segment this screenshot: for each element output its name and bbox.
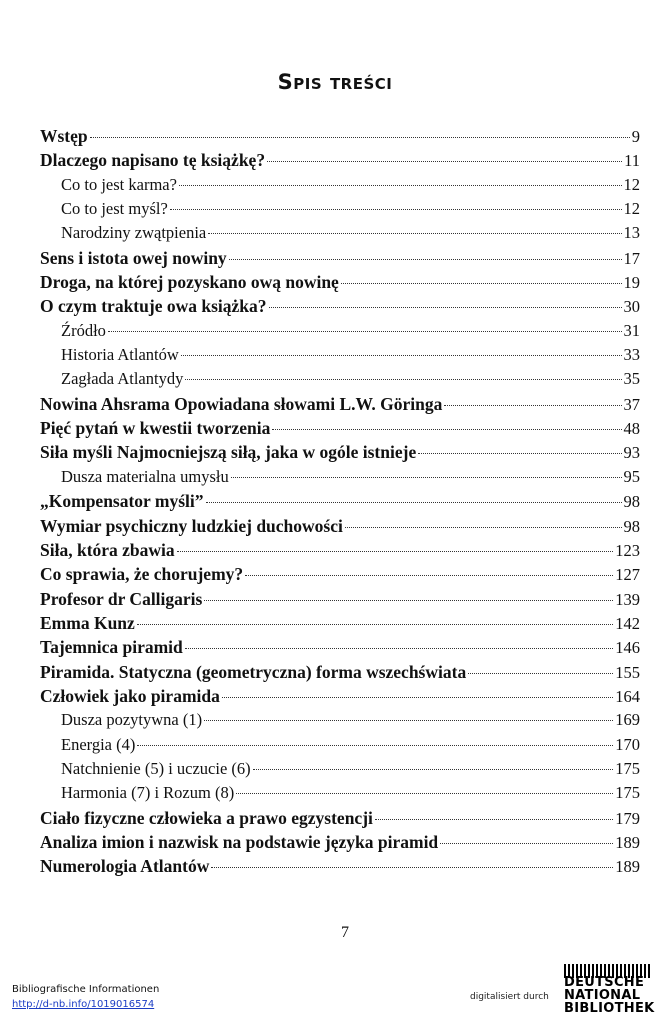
toc-entry-title: Sens i istota owej nowiny: [40, 247, 227, 268]
toc-entry-page: 30: [623, 297, 640, 317]
toc-entry-page: 93: [623, 443, 640, 463]
toc-entry-title: Natchnienie (5) i uczucie (6): [61, 758, 251, 778]
dnb-logo: [560, 964, 660, 1020]
digitized-by-label: digitalisiert durch: [470, 992, 549, 1002]
dot-leader: [468, 673, 613, 674]
dot-leader: [253, 769, 614, 770]
dot-leader: [204, 600, 613, 601]
toc-entry-page: 170: [615, 734, 640, 754]
dot-leader: [206, 502, 622, 503]
toc-entry-title: Historia Atlantów: [61, 345, 179, 365]
toc-entry-title: Numerologia Atlantów: [40, 856, 210, 877]
toc-entry-title: Człowiek jako piramida: [40, 685, 220, 706]
dot-leader: [272, 429, 621, 430]
toc-entry-page: 164: [615, 686, 640, 706]
dot-leader: [179, 185, 622, 186]
toc-entry-title: Wymiar psychiczny ludzkiej duchowości: [40, 515, 343, 536]
toc-entry-title: Dusza pozytywna (1): [61, 710, 203, 730]
dot-leader: [211, 867, 613, 868]
page-number: 7: [341, 924, 349, 941]
toc-entry-page: 9: [631, 127, 640, 146]
toc-entry-title: Ciało fizyczne człowieka a prawo egzystencji: [40, 807, 373, 828]
toc-entry[interactable]: [40, 270, 640, 294]
dot-leader: [208, 233, 621, 234]
toc-entry-page: 142: [615, 613, 640, 633]
toc-entry[interactable]: [40, 367, 640, 391]
toc-entry-page: 175: [615, 758, 640, 778]
toc-entry[interactable]: [40, 830, 640, 854]
dot-leader: [108, 331, 622, 332]
toc-entry-page: 11: [624, 151, 640, 171]
page-title: Spis treści: [277, 70, 393, 94]
toc-entry[interactable]: [40, 465, 640, 489]
toc-entry[interactable]: [40, 514, 640, 538]
toc-entry-title: Zagłada Atlantydy: [61, 369, 184, 389]
toc-entry-page: 179: [615, 808, 640, 828]
dnb-logo-line: BIBLIOTHEK: [564, 1001, 655, 1016]
toc-entry-page: 146: [615, 638, 640, 658]
dot-leader: [229, 259, 622, 260]
toc-entry-title: Piramida. Statyczna (geometryczna) forma wszechświata: [40, 661, 467, 682]
toc-entry-title: O czym traktuje owa książka?: [40, 296, 267, 317]
toc-entry-title: Nowina Ahsrama Opowiadana słowami L.W. Göringa: [40, 393, 443, 414]
toc-entry[interactable]: [40, 684, 640, 708]
toc-entry[interactable]: [40, 440, 640, 464]
toc-entry-title: Źródło: [61, 320, 106, 340]
toc-entry-page: 37: [623, 394, 640, 414]
dot-leader: [137, 745, 613, 746]
dot-leader: [341, 283, 622, 284]
dot-leader: [418, 453, 621, 454]
dot-leader: [170, 209, 622, 210]
dot-leader: [267, 161, 622, 162]
toc-entry-page: 17: [623, 248, 640, 268]
dot-leader: [185, 379, 621, 380]
dnb-logo-text: [564, 976, 655, 1015]
toc-entry-page: 155: [615, 662, 640, 682]
dot-leader: [269, 307, 622, 308]
dot-leader: [185, 648, 613, 649]
toc-entry-title: „Kompensator myśli”: [40, 491, 204, 512]
toc-entry-title: Siła myśli Najmocniejszą siłą, jaka w ogóle istnieje: [40, 442, 417, 463]
toc-entry-page: 127: [615, 565, 640, 585]
toc-entry[interactable]: [40, 562, 640, 586]
toc-entry[interactable]: [40, 221, 640, 245]
dot-leader: [375, 819, 613, 820]
toc-entry[interactable]: [40, 806, 640, 830]
toc-entry-page: 19: [623, 273, 640, 293]
toc-entry[interactable]: [40, 635, 640, 659]
toc-entry-page: 12: [623, 199, 640, 219]
toc-entry[interactable]: [40, 611, 640, 635]
toc-entry-title: Siła, która zbawia: [40, 539, 175, 560]
toc-entry[interactable]: [40, 343, 640, 367]
bib-link[interactable]: http://d-nb.info/1019016574: [12, 999, 155, 1010]
toc-entry-title: Energia (4): [61, 734, 136, 754]
toc-entry-title: Dusza materialna umysłu: [61, 466, 229, 486]
toc-entry-page: 123: [615, 540, 640, 560]
dot-leader: [181, 355, 622, 356]
toc-entry[interactable]: [40, 246, 640, 270]
toc-entry-page: 169: [615, 710, 640, 730]
toc-entry[interactable]: [40, 733, 640, 757]
toc-entry-title: Tajemnica piramid: [40, 637, 183, 658]
toc-entry-page: 35: [623, 369, 640, 389]
toc-entry[interactable]: [40, 124, 640, 148]
toc-entry[interactable]: [40, 538, 640, 562]
toc-entry-page: 13: [623, 223, 640, 243]
toc-entry[interactable]: [40, 197, 640, 221]
dot-leader: [177, 551, 614, 552]
dot-leader: [440, 843, 613, 844]
dnb-logo-line: DEUTSCHE: [564, 975, 645, 990]
toc-entry-page: 95: [623, 466, 640, 486]
toc-entry-title: Co sprawia, że chorujemy?: [40, 564, 244, 585]
toc-entry-title: Dlaczego napisano tę książkę?: [40, 150, 266, 171]
dot-leader: [444, 405, 621, 406]
toc-entry-page: 98: [623, 516, 640, 536]
toc-entry[interactable]: [40, 319, 640, 343]
toc-entry-title: Analiza imion i nazwisk na podstawie języka piramid: [40, 831, 439, 852]
toc-entry-title: Profesor dr Calligaris: [40, 588, 203, 609]
toc-entry-title: Co to jest myśl?: [61, 199, 168, 219]
toc-entry-page: 139: [615, 589, 640, 609]
toc-entry[interactable]: [40, 489, 640, 513]
toc-entry[interactable]: [40, 148, 640, 172]
toc-entry-page: 12: [623, 174, 640, 194]
toc-entry[interactable]: [40, 781, 640, 805]
toc-entry-page: 189: [615, 857, 640, 877]
toc-entry[interactable]: [40, 708, 640, 732]
toc-entry-title: Wstęp: [40, 126, 88, 146]
toc-entry[interactable]: [40, 392, 640, 416]
dot-leader: [137, 624, 613, 625]
toc-entry[interactable]: [40, 294, 640, 318]
toc-entry[interactable]: [40, 587, 640, 611]
toc-entry[interactable]: [40, 173, 640, 197]
toc-entry-page: 175: [615, 783, 640, 803]
table-of-contents: [40, 124, 640, 879]
bibliographic-info: [12, 982, 159, 1012]
dot-leader: [231, 477, 622, 478]
toc-entry-page: 31: [623, 320, 640, 340]
toc-entry[interactable]: [40, 416, 640, 440]
toc-entry-title: Pięć pytań w kwestii tworzenia: [40, 418, 271, 439]
toc-entry-title: Narodziny zwątpienia: [61, 223, 207, 243]
toc-entry-page: 33: [623, 345, 640, 365]
toc-entry-page: 189: [615, 832, 640, 852]
dot-leader: [222, 697, 613, 698]
dot-leader: [245, 575, 613, 576]
bib-label: Bibliografische Informationen: [12, 984, 160, 995]
dnb-logo-line: NATIONAL: [564, 988, 641, 1003]
dot-leader: [90, 137, 630, 138]
toc-entry-page: 48: [623, 419, 640, 439]
toc-entry[interactable]: [40, 854, 640, 878]
dot-leader: [204, 720, 613, 721]
toc-entry-page: 98: [623, 492, 640, 512]
toc-entry[interactable]: [40, 757, 640, 781]
toc-entry-title: Co to jest karma?: [61, 174, 177, 194]
toc-entry-title: Emma Kunz: [40, 612, 135, 633]
dot-leader: [345, 527, 622, 528]
toc-entry[interactable]: [40, 660, 640, 684]
toc-entry-title: Droga, na której pozyskano ową nowinę: [40, 272, 339, 293]
dot-leader: [236, 793, 613, 794]
toc-entry-title: Harmonia (7) i Rozum (8): [61, 783, 235, 803]
